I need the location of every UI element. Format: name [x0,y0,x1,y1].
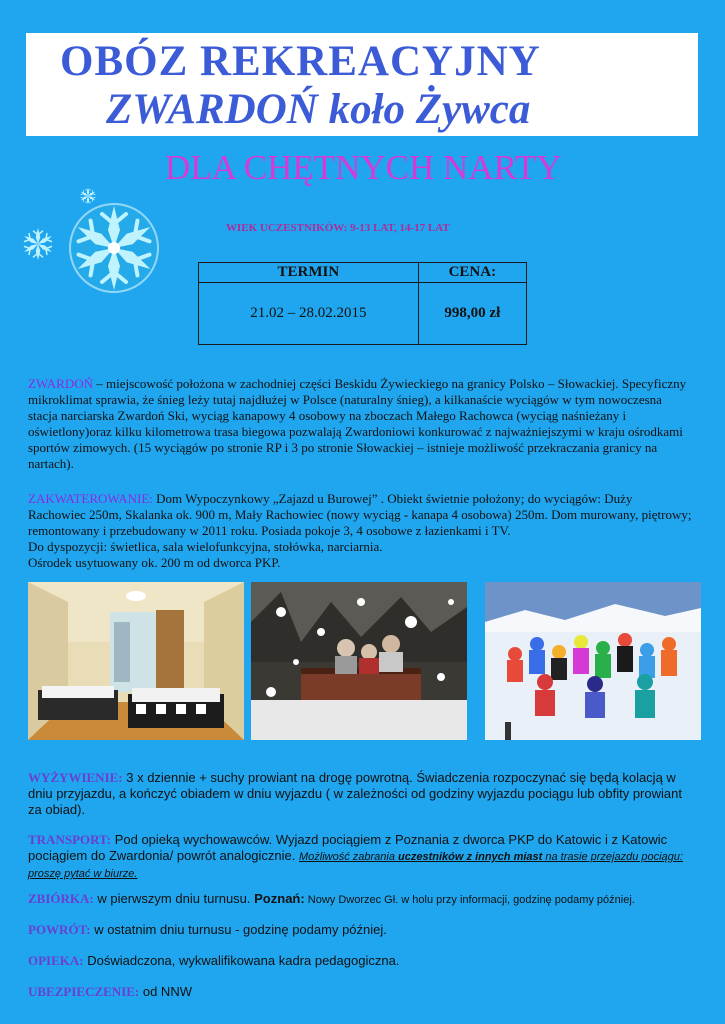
transport-text: Pod opieką wychowawców. Wyjazd pociągiem z Poznania z dworca PKP do Katowic i z Katowic pociągiem do Zwardonia/ powrót analogicznie. [28,832,668,863]
page-title-location: ZWARDOŃ koło Żywca [106,86,531,133]
meeting-place: Poznań: [254,891,305,906]
meeting-section [28,891,698,908]
accommodation-location: Ośrodek usytuowany ok. 200 m od dworca PKP. [28,555,281,570]
zwardon-paragraph [28,376,693,472]
insurance-section [28,984,698,1000]
price-table [198,262,527,345]
care-text: Doświadczona, wykwalifikowana kadra pedagogiczna. [83,953,400,968]
insurance-label: UBEZPIECZENIE: [28,984,140,999]
accommodation-facilities: Do dyspozycji: świetlica, sala wielofunkcyjna, stołówka, narciarnia. [28,539,383,554]
insurance-text: od NNW [139,984,192,999]
care-section [28,953,698,969]
term-value: 21.02 – 28.02.2015 [199,283,419,345]
return-text: w ostatnim dniu turnusu - godzinę podamy później. [90,922,387,937]
room-photo [28,582,244,740]
subtitle: DLA CHĘTNYCH NARTY [165,148,562,187]
care-label: OPIEKA: [28,953,84,968]
return-section [28,922,698,938]
sleigh-ride-photo [251,582,467,740]
zwardon-text: – miejscowość położona w zachodniej części Beskidu Żywieckiego na granicy Polsko – Słowackiej. Specyficzny mikroklimat sprawia, że śnieg leży tutaj najdłużej w Polsce (naturalny śnieg), a kilkanaście wyciągów w tym nowoczesna stacja narciarska Zwardoń Ski, wyciąg kanapowy 4 osobowy na zboczach Małego Rachowca (wyciąg naśnieżany i oświetlony)oraz kilku kilometrowa trasa biegowa pozwalają Zwardoniowi konkurować z najważniejszymi w kraju ośrodkami sportów zimowych. (15 wyciągów po stronie RP i 3 po stronie Słowackiej – istnieje możliwość przekraczania granicy na nartach). [28,376,687,471]
title-box [26,33,698,136]
price-header: CENA: [418,263,526,283]
meals-label: WYŻYWIENIE: [28,770,123,785]
meeting-label: ZBIÓRKA: [28,891,94,906]
meeting-place-details: Nowy Dworzec Gł. w holu przy informacji, godzinę podamy później. [304,894,635,906]
zwardon-label: ZWARDOŃ [28,376,93,391]
price-value: 998,00 zł [418,283,526,345]
transport-note-part1: Możliwość zabrania [299,851,399,863]
page-title: OBÓZ REKREACYJNY [60,38,541,85]
accommodation-label: ZAKWATEROWANIE: [28,491,153,506]
return-label: POWRÓT: [28,922,91,937]
age-info: WIEK UCZESTNIKÓW: 9-13 LAT, 14-17 LAT [226,222,450,234]
transport-note-part2: na trasie przejazdu pociągu: proszę pytać w biurze. [28,851,683,880]
snowflake-decoration-icon [14,186,174,318]
ski-group-photo [485,582,701,740]
transport-label: TRANSPORT: [28,832,112,847]
accommodation-paragraph [28,491,693,571]
term-header: TERMIN [199,263,419,283]
transport-section [28,832,698,882]
accommodation-text: Dom Wypoczynkowy „Zajazd u Burowej” . Obiekt świetnie położony; do wyciągów: Duży Rachowiec 250m, Skalanka ok. 900 m, Mały Rachowiec (nowy wyciąg - kanapa 4 osobowa) 250m. Dom murowany, piętrowy; remontowany i przebudowany w 2011 roku. Posiada pokoje 3, 4 osobowe z łazienkami i TV. [28,491,692,538]
transport-note-bold: uczestników z innych miast [398,851,543,863]
meals-section [28,770,698,818]
meals-text: 3 x dziennie + suchy prowiant na drogę powrotną. Świadczenia rozpoczynać się będą kolacją w dniu przyjazdu, a kończyć obiadem w dniu wyjazdu ( w zależności od godziny wyjazdu pociągu lub obfity prowiant za obiad). [28,770,682,817]
meeting-text: w pierwszym dniu turnusu. [93,891,255,906]
